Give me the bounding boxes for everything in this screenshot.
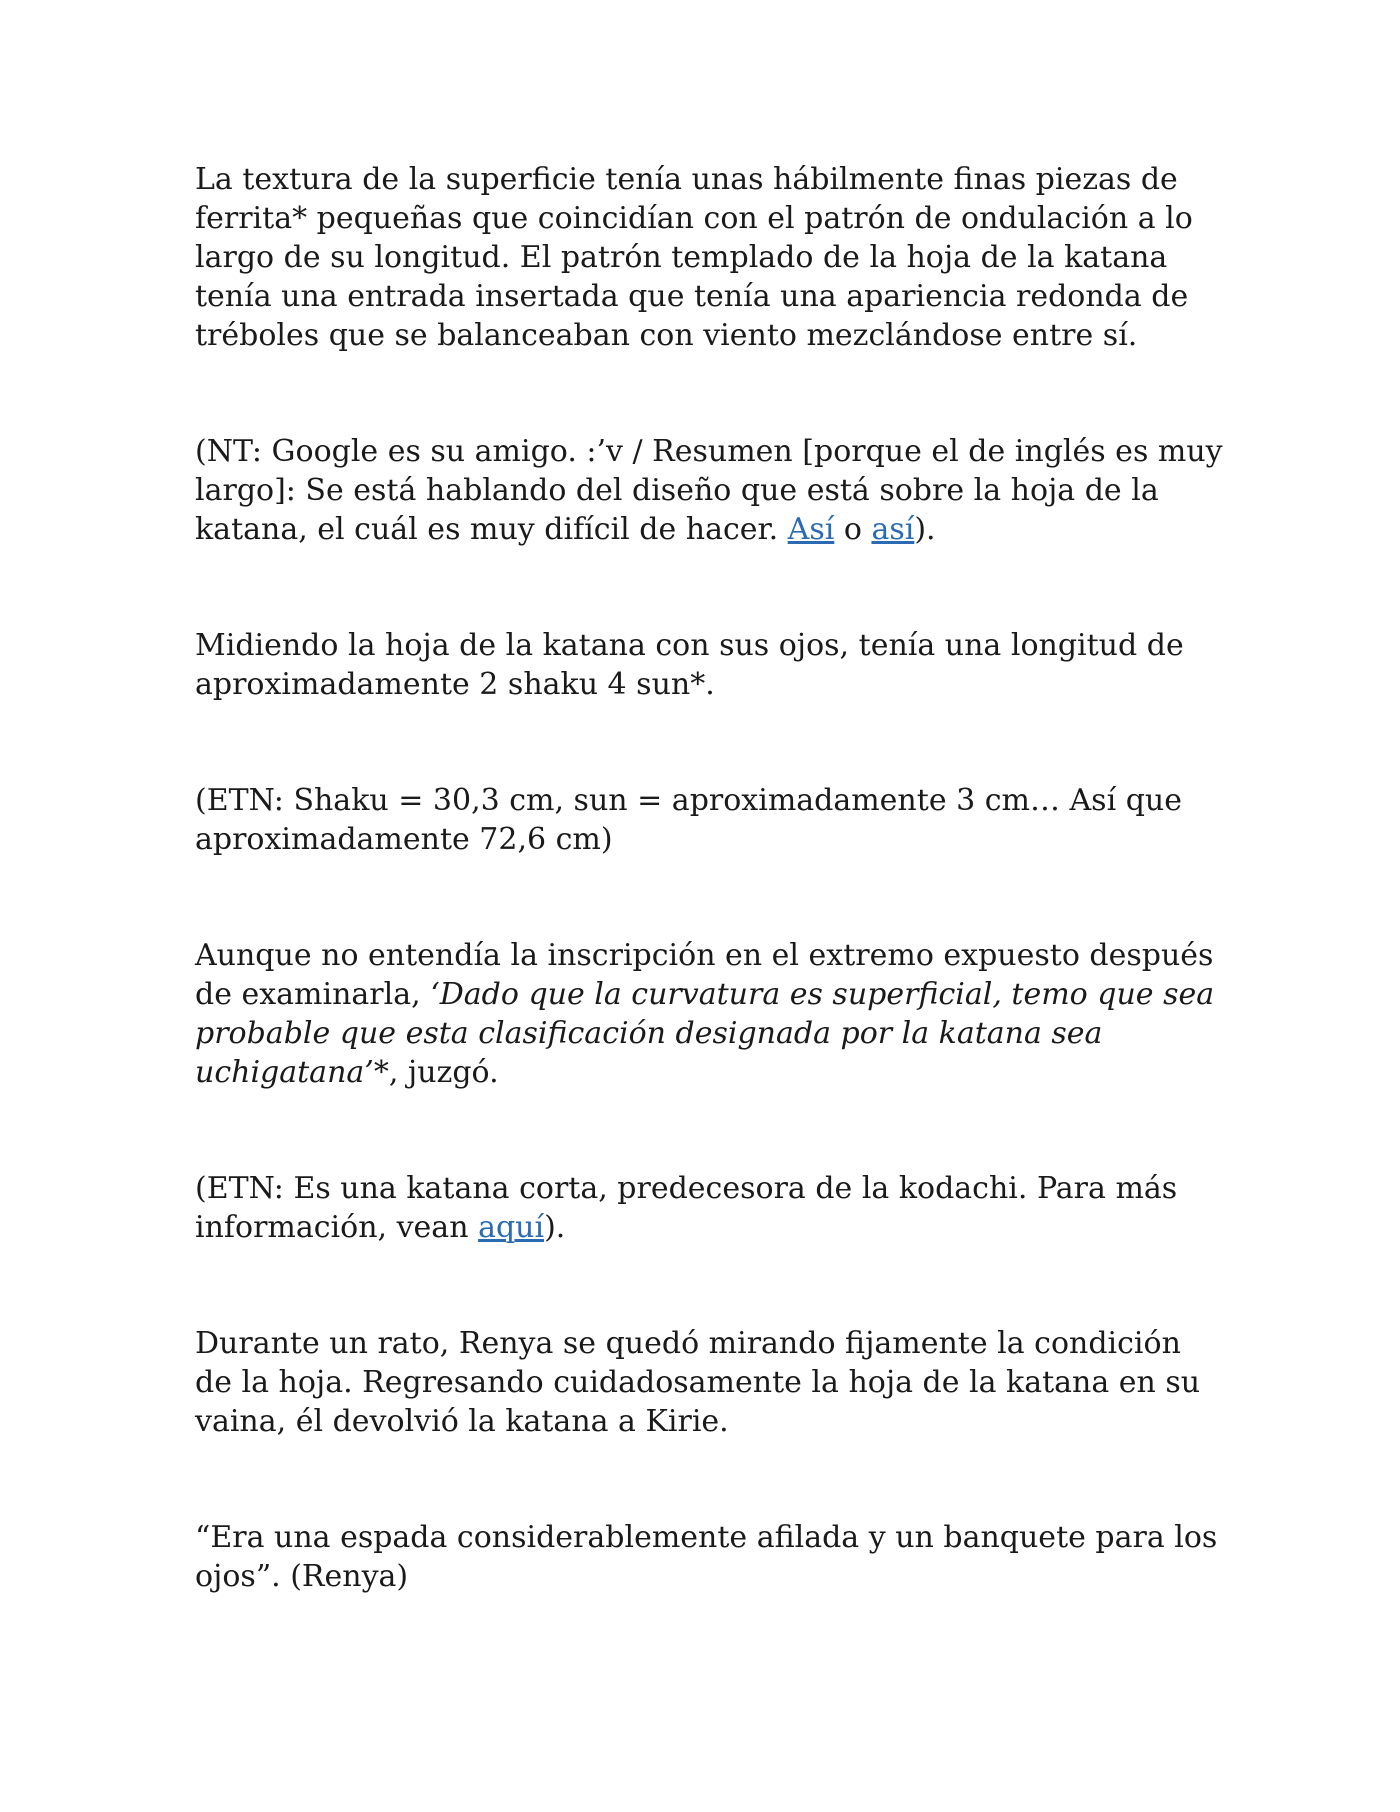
- paragraph-translator-note: [195, 432, 1225, 549]
- paragraph-text: Aunque no entendía la inscripción en el extremo expuesto después de examinarla,: [195, 938, 1214, 1012]
- paragraph-text: “Era una espada considerablemente afilada y un banquete para los ojos”. (Renya): [195, 1520, 1218, 1594]
- paragraph-renya-dialogue: [195, 1518, 1225, 1596]
- paragraph-text: *, juzgó.: [373, 1055, 499, 1090]
- paragraph-text: (ETN: Shaku = 30,3 cm, sun = aproximadamente 3 cm… Así que aproximadamente 72,6 cm): [195, 783, 1182, 857]
- link-aqui[interactable]: aquí: [478, 1210, 545, 1245]
- paragraph-ferrite-texture: [195, 160, 1225, 355]
- paragraph-text: ).: [544, 1210, 566, 1245]
- paragraph-text: (NT: Google es su amigo. :’v / Resumen [porque el de inglés es muy largo]: Se está hablando del diseño que está sobre la hoja de la katana, el cuál es muy difícil de hacer.: [195, 434, 1223, 547]
- link-asi-second[interactable]: así: [871, 512, 915, 547]
- paragraph-blade-length: [195, 626, 1225, 704]
- paragraph-text: Midiendo la hoja de la katana con sus ojos, tenía una longitud de aproximadamente 2 shaku 4 sun*.: [195, 628, 1184, 702]
- paragraph-uchigatana-note: [195, 1169, 1225, 1247]
- paragraph-text: o: [834, 512, 872, 547]
- paragraph-text: Durante un rato, Renya se quedó mirando fijamente la condición de la hoja. Regresando cuidadosamente la hoja de la katana en su vaina, él devolvió la katana a Kirie.: [195, 1326, 1201, 1439]
- paragraph-shaku-note: [195, 781, 1225, 859]
- paragraph-renya-returns-katana: [195, 1324, 1225, 1441]
- paragraph-inscription: [195, 936, 1225, 1092]
- link-asi-first[interactable]: Así: [787, 512, 835, 547]
- paragraph-text: (ETN: Es una katana corta, predecesora de la kodachi. Para más información, vean: [195, 1171, 1178, 1245]
- italic-quote: ‘Dado que la curvatura es superficial, temo que sea probable que esta clasificación designada por la katana sea uchigatana’: [195, 977, 1215, 1090]
- paragraph-text: La textura de la superficie tenía unas hábilmente finas piezas de ferrita* pequeñas que coincidían con el patrón de ondulación a lo largo de su longitud. El patrón templado de la hoja de la katana tenía una entrada insertada que tenía una apariencia redonda de tréboles que se balanceaban con viento mezclándose entre sí.: [195, 162, 1193, 353]
- paragraph-text: ).: [914, 512, 936, 547]
